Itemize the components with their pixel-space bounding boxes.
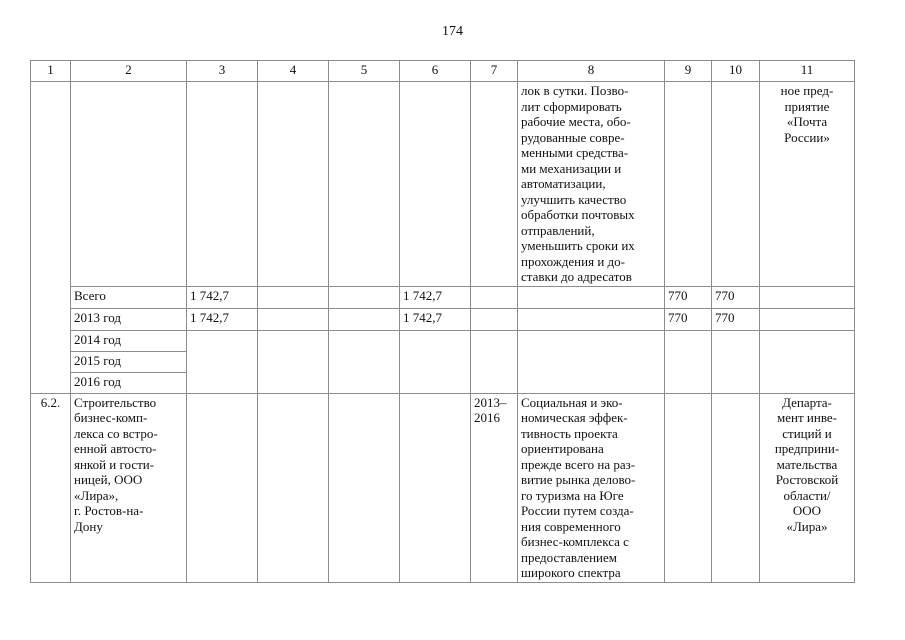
continuation-row <box>31 82 855 287</box>
text-line: отправлений, <box>521 222 595 238</box>
cell <box>518 308 665 330</box>
cell <box>760 330 855 393</box>
text-line: менными средства- <box>521 145 629 160</box>
text-line: обработки почтовых <box>521 207 635 222</box>
text-line: ми механизации и <box>521 160 622 176</box>
header-cell: 2 <box>71 61 187 82</box>
year-row <box>31 308 855 330</box>
row-label: 2015 год <box>71 351 187 372</box>
text-line: номическая эффек- <box>521 410 628 425</box>
text-line: России путем созда- <box>521 503 634 518</box>
text-line: улучшить качество <box>521 191 627 207</box>
text-line: стиций и <box>782 425 832 441</box>
value-cell: 770 <box>712 286 760 308</box>
total-row <box>31 286 855 308</box>
cell <box>258 393 329 582</box>
cell <box>665 330 712 393</box>
value-cell: 1 742,7 <box>187 286 258 308</box>
text-line: янкой и гости- <box>74 456 155 472</box>
text-line: мент инве- <box>777 410 837 425</box>
text-line: прежде всего на раз- <box>521 456 636 472</box>
cell <box>518 286 665 308</box>
text-line: г. Ростов-на- <box>74 503 144 518</box>
header-cell: 5 <box>329 61 400 82</box>
cell <box>258 308 329 330</box>
header-cell: 9 <box>665 61 712 82</box>
text-line: рудованные совре- <box>521 129 625 145</box>
cell <box>71 82 187 287</box>
cell <box>329 286 400 308</box>
text-line: Ростовской <box>775 472 839 487</box>
text-line: ООО <box>792 503 822 518</box>
text-line: уменьшить сроки их <box>521 238 635 253</box>
cell <box>712 393 760 582</box>
header-cell: 10 <box>712 61 760 82</box>
text-line: витие рынка делово- <box>521 472 636 487</box>
cell <box>187 82 258 287</box>
cell <box>258 330 329 393</box>
text-line: области/ <box>783 487 831 503</box>
executor-cell <box>760 393 855 582</box>
text-line: «Почта <box>786 114 828 129</box>
text-line: прохождения и до- <box>521 253 625 269</box>
text-line: Дону <box>74 518 103 534</box>
text-line: ния современного <box>521 518 621 534</box>
header-cell: 7 <box>471 61 518 82</box>
text-line: го туризма на Юге <box>521 487 624 503</box>
cell <box>187 330 258 393</box>
text-line: Социальная и эко- <box>521 394 623 410</box>
page-number: 174 <box>442 24 463 39</box>
value-cell: 1 742,7 <box>400 308 471 330</box>
text-line: бизнес-комп- <box>74 410 148 425</box>
text-line: Департа- <box>782 394 832 410</box>
text-line: 2013– <box>474 394 507 410</box>
value-cell: 770 <box>712 308 760 330</box>
text-line: широкого спектра <box>521 565 621 580</box>
value-cell: 1 742,7 <box>400 286 471 308</box>
cell <box>471 286 518 308</box>
header-cell: 4 <box>258 61 329 82</box>
item-name-cell <box>71 393 187 582</box>
item-row <box>31 393 855 582</box>
cell <box>471 308 518 330</box>
header-cell: 3 <box>187 61 258 82</box>
text-line: автоматизации, <box>521 176 606 191</box>
text-line: Строительство <box>74 394 157 410</box>
cell <box>760 308 855 330</box>
text-line: ориентирована <box>521 441 604 456</box>
text-line: лок в сутки. Позво- <box>521 83 629 98</box>
cell <box>329 330 400 393</box>
text-line: предоставлением <box>521 549 618 565</box>
description-cell <box>518 393 665 582</box>
header-row <box>31 61 855 82</box>
year-row <box>31 330 855 351</box>
text-line: «Лира», <box>74 487 119 503</box>
text-line: России» <box>784 129 830 145</box>
cell <box>471 82 518 287</box>
text-line: ницей, ООО <box>74 472 143 487</box>
text-line: приятие <box>784 98 830 114</box>
text-line: лекса со встро- <box>74 425 158 441</box>
period-cell <box>471 393 518 582</box>
cell <box>329 82 400 287</box>
cell <box>329 393 400 582</box>
cell <box>665 82 712 287</box>
cell <box>518 330 665 393</box>
cell <box>665 393 712 582</box>
cell <box>471 330 518 393</box>
header-cell: 1 <box>31 61 71 82</box>
program-table <box>30 60 855 583</box>
text-line: тивность проекта <box>521 425 618 441</box>
item-number-cell-prev <box>31 82 71 394</box>
value-cell: 1 742,7 <box>187 308 258 330</box>
cell <box>712 330 760 393</box>
executor-cell <box>760 82 855 287</box>
cell <box>329 308 400 330</box>
text-line: лит сформировать <box>521 98 622 114</box>
text-line: «Лира» <box>786 518 828 534</box>
text-line: 2016 <box>474 410 500 425</box>
item-number: 6.2. <box>31 393 71 582</box>
header-cell: 6 <box>400 61 471 82</box>
text-line: ставки до адресатов <box>521 269 632 284</box>
cell <box>400 393 471 582</box>
text-line: енной автосто- <box>74 441 157 456</box>
header-cell: 11 <box>760 61 855 82</box>
cell <box>400 82 471 287</box>
cell <box>258 286 329 308</box>
cell <box>187 393 258 582</box>
cell <box>760 286 855 308</box>
cell <box>258 82 329 287</box>
text-line: ное пред- <box>780 83 834 98</box>
cell <box>712 82 760 287</box>
text-line: мательства <box>776 456 838 472</box>
cell <box>400 330 471 393</box>
text-line: рабочие места, обо- <box>521 114 631 129</box>
row-label: 2013 год <box>71 308 187 330</box>
header-cell: 8 <box>518 61 665 82</box>
row-label: 2014 год <box>71 330 187 351</box>
value-cell: 770 <box>665 286 712 308</box>
value-cell: 770 <box>665 308 712 330</box>
text-line: бизнес-комплекса с <box>521 534 629 549</box>
row-label: Всего <box>71 286 187 308</box>
row-label: 2016 год <box>71 372 187 393</box>
description-cell <box>518 82 665 287</box>
text-line: предприни- <box>774 441 840 456</box>
